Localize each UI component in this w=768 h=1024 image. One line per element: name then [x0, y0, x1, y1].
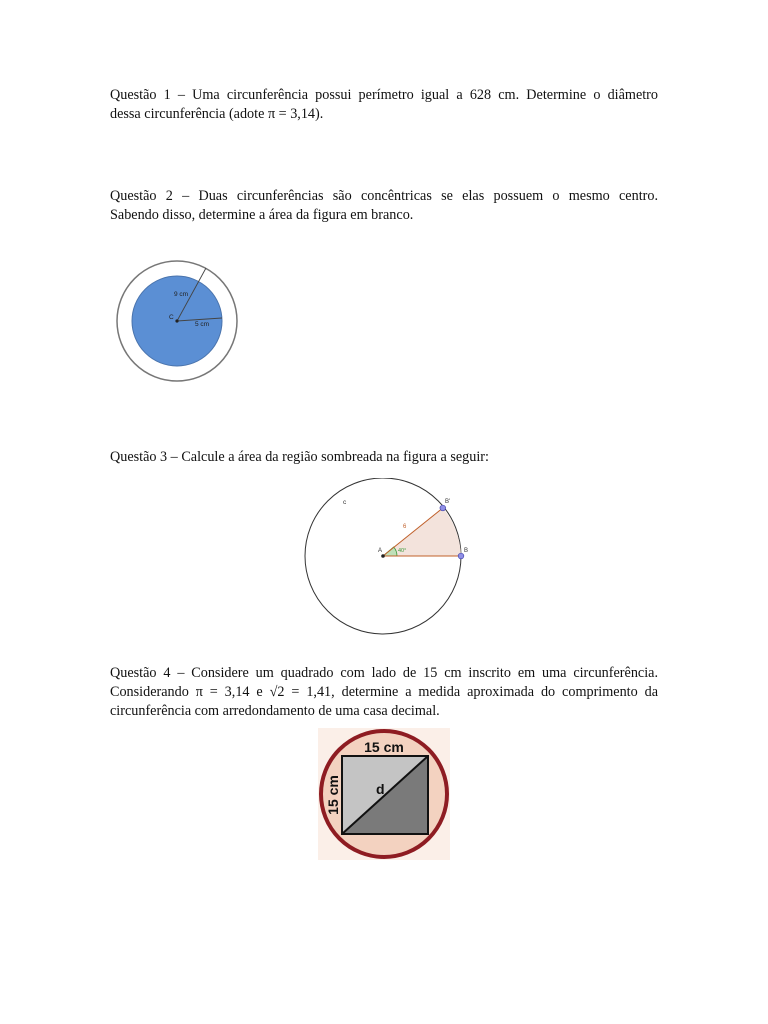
center-point-a [381, 554, 385, 558]
label-point-b: B [464, 548, 469, 554]
label-point-b-prime: B' [445, 499, 451, 505]
question-4 [110, 664, 658, 721]
question-1-line-2: dessa circunferência (adote π = 3,14). [110, 106, 324, 122]
label-side-top: 15 cm [364, 739, 404, 755]
question-3-line-1: Questão 3 – Calcule a área da região sombreada na figura a seguir: [110, 449, 489, 465]
point-b-prime [440, 505, 446, 511]
concentric-circles-figure [112, 258, 242, 382]
label-inner-radius: 5 cm [195, 321, 210, 328]
label-outer-radius: 9 cm [174, 291, 189, 298]
question-1-line-1: Questão 1 – Uma circunferência possui perímetro igual a 628 cm. Determine o diâmetro [110, 87, 658, 103]
circle-sector-figure [300, 478, 470, 636]
question-3 [110, 448, 658, 467]
question-4-line-3: circunferência com arredondamento de uma casa decimal. [110, 703, 440, 719]
label-circle-c: c [343, 499, 347, 506]
question-1 [110, 86, 658, 124]
question-2-line-2: Sabendo disso, determine a área da figura em branco. [110, 207, 414, 223]
question-2 [110, 187, 658, 225]
question-4-line-1: Questão 4 – Considere um quadrado com lado de 15 cm inscrito em uma circunferência. [110, 665, 658, 681]
label-angle: 40° [398, 548, 407, 554]
label-side-left: 15 cm [325, 775, 341, 815]
inscribed-square-figure [318, 728, 450, 860]
label-diagonal: d [376, 781, 385, 797]
center-point [175, 319, 178, 322]
label-point-a: A [378, 548, 383, 554]
question-4-line-2: Considerando π = 3,14 e √2 = 1,41, determine a medida aproximada do comprimento da [110, 684, 658, 700]
label-center: C [169, 314, 174, 321]
point-b [458, 553, 464, 559]
label-radius: 6 [403, 524, 407, 530]
question-2-line-1: Questão 2 – Duas circunferências são concêntricas se elas possuem o mesmo centro. [110, 188, 658, 204]
